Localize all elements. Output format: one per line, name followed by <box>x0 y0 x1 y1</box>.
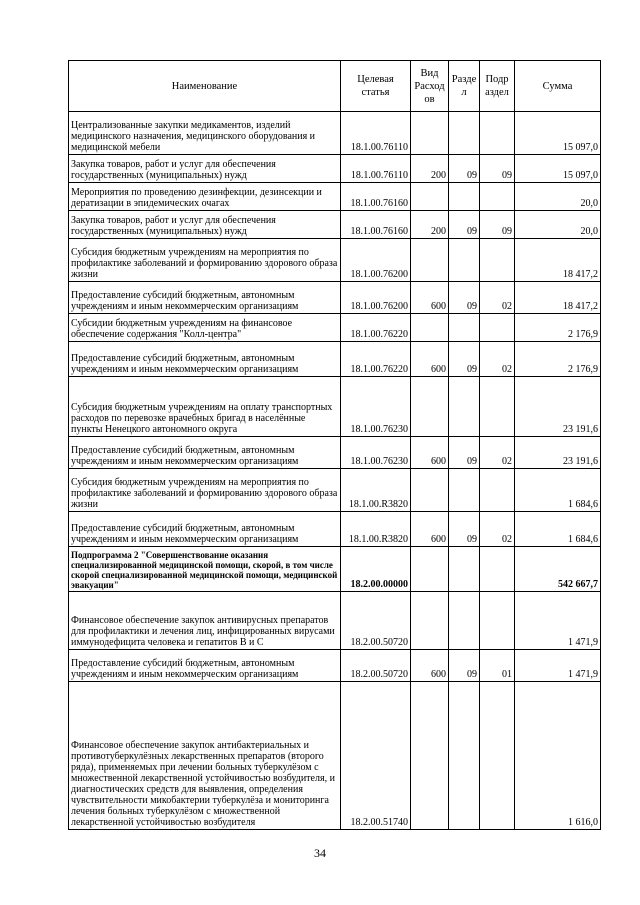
cell-expense-type: 600 <box>411 282 449 314</box>
cell-code: 18.1.00.76220 <box>341 342 411 377</box>
table-header-row <box>69 61 601 112</box>
cell-expense-type <box>411 592 449 650</box>
cell-code: 18.1.00.R3820 <box>341 469 411 512</box>
cell-code: 18.1.00.76110 <box>341 112 411 155</box>
table-row <box>69 342 601 377</box>
cell-subsection <box>480 377 515 437</box>
cell-subsection <box>480 592 515 650</box>
cell-sum: 1 471,9 <box>515 650 601 682</box>
cell-code: 18.2.00.50720 <box>341 650 411 682</box>
header-subsection: Подр аздел <box>480 61 515 112</box>
cell-expense-type: 600 <box>411 437 449 469</box>
cell-name: Подпрограмма 2 "Совершенствование оказания специализированной медицинской помощи, скорой, в том числе скорой специализированной медицинской помощи, медицинской эвакуации" <box>69 547 341 592</box>
cell-code: 18.1.00.76200 <box>341 239 411 282</box>
header-section: Разде л <box>449 61 480 112</box>
cell-subsection: 01 <box>480 650 515 682</box>
cell-section: 09 <box>449 512 480 547</box>
cell-expense-type: 600 <box>411 512 449 547</box>
cell-section <box>449 377 480 437</box>
table-row <box>69 682 601 830</box>
cell-expense-type: 600 <box>411 650 449 682</box>
cell-sum: 2 176,9 <box>515 342 601 377</box>
cell-subsection: 09 <box>480 155 515 183</box>
cell-subsection: 02 <box>480 282 515 314</box>
header-code: Целевая статья <box>341 61 411 112</box>
cell-subsection <box>480 682 515 830</box>
cell-sum: 1 471,9 <box>515 592 601 650</box>
cell-name: Мероприятия по проведению дезинфекции, дезинсекции и дератизации в эпидемических очагах <box>69 183 341 211</box>
cell-name: Закупка товаров, работ и услуг для обеспечения государственных (муниципальных) нужд <box>69 155 341 183</box>
cell-sum: 1 684,6 <box>515 469 601 512</box>
table-row <box>69 377 601 437</box>
cell-name: Субсидия бюджетным учреждениям на оплату транспортных расходов по перевозке врачебных бригад в населённые пункты Ненецкого автономного округа <box>69 377 341 437</box>
cell-subsection: 02 <box>480 512 515 547</box>
cell-name: Предоставление субсидий бюджетным, автономным учреждениям и иным некоммерческим организациям <box>69 282 341 314</box>
cell-subsection <box>480 183 515 211</box>
table-row <box>69 282 601 314</box>
cell-code: 18.1.00.76220 <box>341 314 411 342</box>
cell-section <box>449 547 480 592</box>
cell-section <box>449 469 480 512</box>
cell-expense-type: 200 <box>411 211 449 239</box>
cell-section: 09 <box>449 342 480 377</box>
table-row <box>69 314 601 342</box>
cell-code: 18.1.00.76230 <box>341 437 411 469</box>
cell-code: 18.1.00.R3820 <box>341 512 411 547</box>
table-row <box>69 112 601 155</box>
cell-code: 18.1.00.76230 <box>341 377 411 437</box>
cell-expense-type: 200 <box>411 155 449 183</box>
table-row <box>69 592 601 650</box>
cell-section <box>449 682 480 830</box>
cell-code: 18.2.00.50720 <box>341 592 411 650</box>
cell-code: 18.1.00.76200 <box>341 282 411 314</box>
cell-section <box>449 239 480 282</box>
cell-subsection: 02 <box>480 342 515 377</box>
table-row <box>69 155 601 183</box>
cell-expense-type <box>411 239 449 282</box>
cell-expense-type <box>411 183 449 211</box>
cell-section: 09 <box>449 282 480 314</box>
cell-subsection <box>480 547 515 592</box>
table-body <box>69 112 601 830</box>
cell-subsection <box>480 239 515 282</box>
cell-name: Предоставление субсидий бюджетным, автономным учреждениям и иным некоммерческим организациям <box>69 437 341 469</box>
cell-expense-type <box>411 112 449 155</box>
cell-expense-type <box>411 377 449 437</box>
table-row <box>69 512 601 547</box>
cell-name: Централизованные закупки медикаментов, изделий медицинского назначения, медицинского оборудования и медицинской мебели <box>69 112 341 155</box>
cell-sum: 15 097,0 <box>515 112 601 155</box>
cell-subsection <box>480 314 515 342</box>
cell-sum: 18 417,2 <box>515 239 601 282</box>
cell-sum: 23 191,6 <box>515 377 601 437</box>
table-row <box>69 650 601 682</box>
cell-expense-type <box>411 469 449 512</box>
cell-name: Субсидия бюджетным учреждениям на мероприятия по профилактике заболеваний и формированию здорового образа жизни <box>69 239 341 282</box>
cell-section <box>449 183 480 211</box>
cell-code: 18.1.00.76160 <box>341 211 411 239</box>
table-row <box>69 239 601 282</box>
cell-section: 09 <box>449 650 480 682</box>
table-row <box>69 437 601 469</box>
cell-section <box>449 314 480 342</box>
cell-expense-type <box>411 547 449 592</box>
cell-subsection: 09 <box>480 211 515 239</box>
header-sum: Сумма <box>515 61 601 112</box>
cell-section: 09 <box>449 155 480 183</box>
cell-expense-type <box>411 314 449 342</box>
header-name: Наименование <box>69 61 341 112</box>
cell-code: 18.2.00.00000 <box>341 547 411 592</box>
budget-page <box>68 60 600 830</box>
cell-sum: 18 417,2 <box>515 282 601 314</box>
cell-subsection <box>480 112 515 155</box>
table-row <box>69 183 601 211</box>
cell-name: Субсидия бюджетным учреждениям на мероприятия по профилактике заболеваний и формированию здорового образа жизни <box>69 469 341 512</box>
cell-sum: 1 616,0 <box>515 682 601 830</box>
cell-subsection: 02 <box>480 437 515 469</box>
table-row <box>69 547 601 592</box>
page-number: 34 <box>314 846 326 860</box>
header-expense-type: Вид Расход ов <box>411 61 449 112</box>
cell-section <box>449 112 480 155</box>
cell-sum: 23 191,6 <box>515 437 601 469</box>
budget-table <box>68 60 601 830</box>
cell-sum: 20,0 <box>515 183 601 211</box>
cell-code: 18.1.00.76160 <box>341 183 411 211</box>
cell-sum: 20,0 <box>515 211 601 239</box>
cell-subsection <box>480 469 515 512</box>
cell-section <box>449 592 480 650</box>
table-row <box>69 469 601 512</box>
cell-code: 18.1.00.76110 <box>341 155 411 183</box>
cell-name: Субсидии бюджетным учреждениям на финансовое обеспечение содержания "Колл-центра" <box>69 314 341 342</box>
cell-section: 09 <box>449 437 480 469</box>
cell-name: Предоставление субсидий бюджетным, автономным учреждениям и иным некоммерческим организациям <box>69 512 341 547</box>
cell-sum: 1 684,6 <box>515 512 601 547</box>
cell-section: 09 <box>449 211 480 239</box>
cell-name: Закупка товаров, работ и услуг для обеспечения государственных (муниципальных) нужд <box>69 211 341 239</box>
cell-name: Предоставление субсидий бюджетным, автономным учреждениям и иным некоммерческим организациям <box>69 650 341 682</box>
table-row <box>69 211 601 239</box>
cell-expense-type: 600 <box>411 342 449 377</box>
cell-expense-type <box>411 682 449 830</box>
cell-name: Финансовое обеспечение закупок антибактериальных и противотуберкулёзных лекарственных препаратов (второго ряда), применяемых при лечении больных туберкулёзом с множественной лекарственной устойчивостью возбудителя, и диагностических средств для выявления, определения чувствительности микобактерии туберкулёза и мониторинга лечения больных туберкулёзом с множественной лекарственной устойчивостью возбудителя <box>69 682 341 830</box>
cell-sum: 15 097,0 <box>515 155 601 183</box>
cell-name: Финансовое обеспечение закупок антивирусных препаратов для профилактики и лечения лиц, инфицированных вирусами иммунодефицита человека и гепатитов В и С <box>69 592 341 650</box>
cell-name: Предоставление субсидий бюджетным, автономным учреждениям и иным некоммерческим организациям <box>69 342 341 377</box>
cell-sum: 542 667,7 <box>515 547 601 592</box>
cell-code: 18.2.00.51740 <box>341 682 411 830</box>
cell-sum: 2 176,9 <box>515 314 601 342</box>
